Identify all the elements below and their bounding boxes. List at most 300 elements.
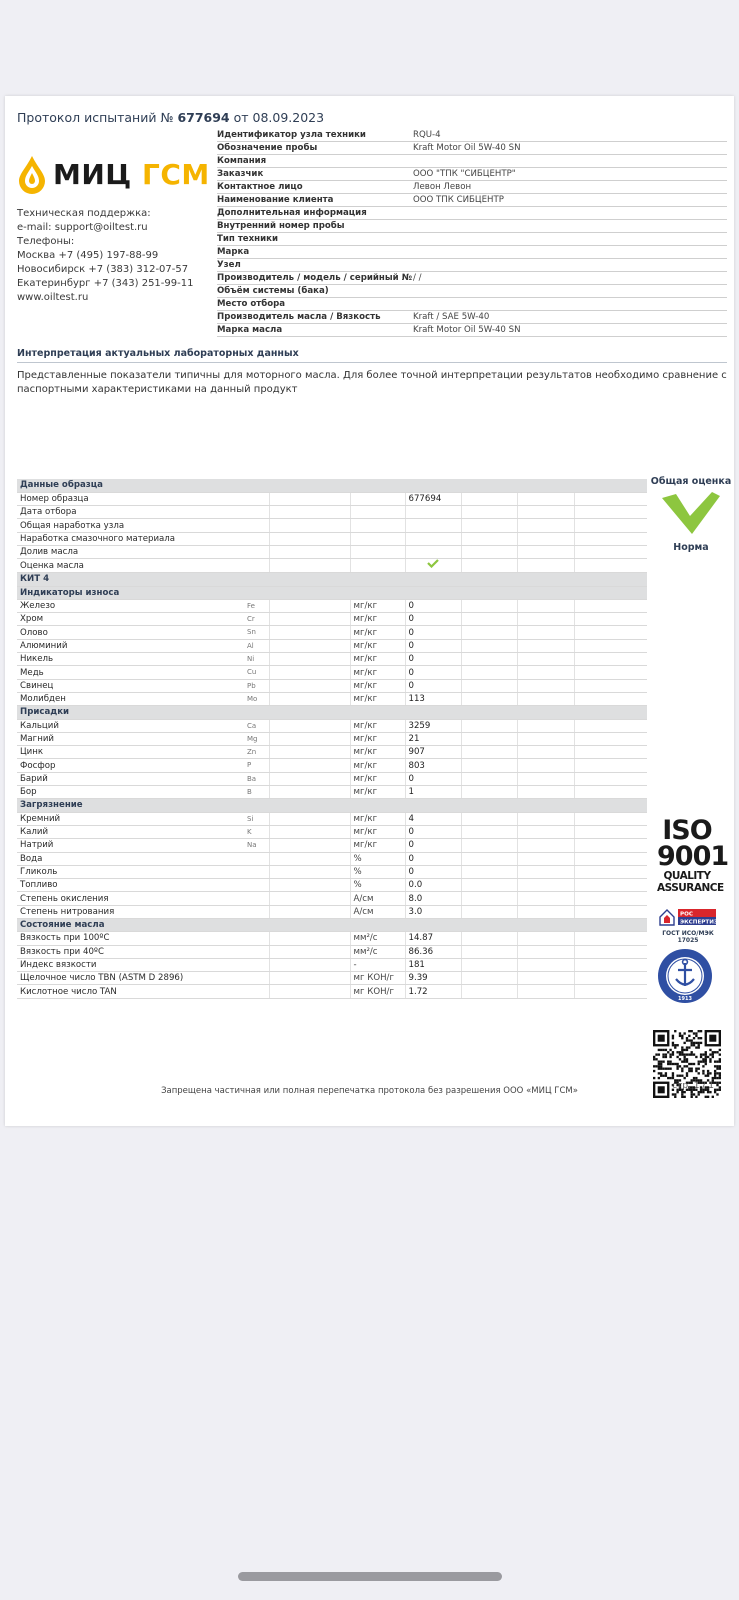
sample-info-table [217, 129, 727, 337]
table-row [17, 639, 647, 652]
parameter-name [17, 825, 269, 838]
value-cell: 3259 [405, 719, 461, 732]
empty-cell [461, 932, 517, 945]
value-cell: 0 [405, 679, 461, 692]
empty-cell [461, 545, 517, 558]
parameter-label: Бор [20, 787, 37, 798]
info-key: Тип техники [217, 234, 278, 244]
unit-cell: мг/кг [350, 613, 405, 626]
empty-cell [517, 879, 574, 892]
value-cell: 21 [405, 732, 461, 745]
info-key: Марка [217, 247, 250, 257]
unit-cell: % [350, 879, 405, 892]
empty-cell [517, 626, 574, 639]
empty-cell [574, 905, 647, 918]
empty-cell [269, 679, 350, 692]
empty-cell [269, 958, 350, 971]
value-cell: 4 [405, 812, 461, 825]
info-row [217, 285, 727, 298]
table-row [17, 786, 647, 799]
empty-cell [269, 626, 350, 639]
info-row [217, 168, 727, 181]
iso-quality: QUALITY [663, 870, 711, 882]
interpretation-section [17, 348, 727, 397]
empty-cell [269, 905, 350, 918]
info-key: Заказчик [217, 169, 264, 179]
element-symbol: Zn [247, 748, 257, 757]
unit-cell: мг КОН/г [350, 972, 405, 985]
section-oil-condition [17, 919, 647, 932]
parameter-name: Общая наработка узла [17, 519, 269, 532]
info-value [413, 220, 727, 232]
empty-cell [517, 892, 574, 905]
empty-cell [461, 786, 517, 799]
unit-cell: мг/кг [350, 666, 405, 679]
parameter-name: Дата отбора [17, 506, 269, 519]
empty-cell [269, 759, 350, 772]
empty-cell [574, 772, 647, 785]
info-row [217, 207, 727, 220]
website-link[interactable]: www.oiltest.ru [17, 292, 89, 303]
parameter-name [17, 626, 269, 639]
section-title: Индикаторы износа [17, 586, 647, 599]
parameter-name [17, 865, 269, 878]
iso-code: 9001 [657, 841, 729, 872]
empty-cell [461, 839, 517, 852]
value-cell [405, 545, 461, 558]
parameter-name: Наработка смазочного материала [17, 532, 269, 545]
element-symbol: Pb [247, 681, 256, 690]
parameter-label: Степень нитрования [20, 906, 115, 917]
empty-cell [461, 852, 517, 865]
table-row [17, 985, 647, 998]
info-key: Производитель масла / Вязкость [217, 312, 381, 322]
empty-cell [574, 972, 647, 985]
element-symbol: Ba [247, 774, 257, 783]
value-cell: 0 [405, 839, 461, 852]
unit-cell: мг/кг [350, 825, 405, 838]
info-key: Идентификатор узла техники [217, 130, 366, 140]
info-row [217, 194, 727, 207]
section-contamination [17, 799, 647, 812]
parameter-name [17, 812, 269, 825]
info-value [413, 246, 727, 258]
empty-cell [574, 985, 647, 998]
empty-cell [574, 812, 647, 825]
empty-cell [269, 786, 350, 799]
value-cell: 0 [405, 772, 461, 785]
parameter-label: Никель [20, 654, 54, 665]
empty-cell [574, 786, 647, 799]
empty-cell [517, 825, 574, 838]
section-title: Присадки [17, 706, 647, 719]
gost-number: 17025 [677, 937, 699, 944]
empty-cell [574, 958, 647, 971]
empty-cell [574, 839, 647, 852]
empty-cell [269, 932, 350, 945]
info-row [217, 155, 727, 168]
empty-cell [350, 559, 405, 573]
empty-cell [269, 532, 350, 545]
value-cell: 0 [405, 639, 461, 652]
parameter-name [17, 932, 269, 945]
unit-cell: мг/кг [350, 786, 405, 799]
empty-cell [269, 692, 350, 705]
value-cell [405, 532, 461, 545]
info-row [217, 129, 727, 142]
empty-cell [574, 559, 647, 573]
empty-cell [574, 639, 647, 652]
protocol-title [17, 110, 324, 125]
empty-cell [574, 532, 647, 545]
check-icon [427, 559, 439, 568]
empty-cell [517, 812, 574, 825]
info-row [217, 272, 727, 285]
parameter-name [17, 679, 269, 692]
info-row [217, 259, 727, 272]
empty-cell [517, 985, 574, 998]
value-cell: 0 [405, 666, 461, 679]
table-row [17, 958, 647, 971]
empty-cell [461, 812, 517, 825]
element-symbol: Cu [247, 668, 257, 677]
empty-cell [269, 746, 350, 759]
empty-cell [461, 653, 517, 666]
gost-text: ГОСТ ИСО/МЭК [662, 930, 714, 937]
interpretation-text: Представленные показатели типичны для моторного масла. Для более точной интерпретации результатов необходимо сравнение с паспортными характеристиками на данный продукт [17, 370, 727, 395]
element-symbol: Sn [247, 628, 256, 637]
empty-cell [269, 506, 350, 519]
info-key: Место отбора [217, 299, 286, 309]
parameter-label: Хром [20, 614, 44, 625]
parameter-name [17, 653, 269, 666]
info-value [413, 298, 727, 310]
value-cell: 113 [405, 692, 461, 705]
value-cell: 9.39 [405, 972, 461, 985]
parameter-label: Кальций [20, 720, 59, 731]
empty-cell [517, 545, 574, 558]
element-symbol: Ca [247, 721, 257, 730]
value-cell: 907 [405, 746, 461, 759]
empty-cell [517, 958, 574, 971]
value-cell: 0 [405, 653, 461, 666]
iso-assurance: ASSURANCE [657, 882, 724, 894]
empty-cell [574, 666, 647, 679]
empty-cell [269, 812, 350, 825]
empty-cell [350, 532, 405, 545]
empty-cell [269, 879, 350, 892]
parameter-label: Олово [20, 627, 48, 638]
empty-cell [574, 613, 647, 626]
parameter-name [17, 746, 269, 759]
home-indicator[interactable] [238, 1572, 502, 1581]
element-symbol: Na [247, 841, 257, 850]
empty-cell [517, 653, 574, 666]
element-symbol: Mg [247, 734, 258, 743]
parameter-name [17, 786, 269, 799]
table-row [17, 879, 647, 892]
section-kit [17, 573, 647, 586]
empty-cell [574, 626, 647, 639]
empty-cell [269, 559, 350, 573]
parameter-name: Оценка масла [17, 559, 269, 573]
empty-cell [517, 932, 574, 945]
info-value: ООО ТПК СИБЦЕНТР [413, 195, 504, 205]
empty-cell [517, 746, 574, 759]
title-prefix: Протокол испытаний № [17, 110, 174, 125]
unit-cell: - [350, 958, 405, 971]
empty-cell [517, 945, 574, 958]
svg-text:1913: 1913 [678, 996, 692, 1002]
table-row [17, 545, 647, 558]
table-row [17, 932, 647, 945]
empty-cell [269, 852, 350, 865]
empty-cell [269, 892, 350, 905]
table-row [17, 825, 647, 838]
table-row [17, 559, 647, 573]
empty-cell [350, 492, 405, 505]
info-key: Наименование клиента [217, 195, 334, 205]
info-row [217, 142, 727, 155]
table-row [17, 532, 647, 545]
overall-status: Норма [673, 542, 709, 553]
parameter-name [17, 613, 269, 626]
info-row [217, 311, 727, 324]
empty-cell [461, 519, 517, 532]
table-row [17, 892, 647, 905]
table-row [17, 666, 647, 679]
empty-cell [517, 532, 574, 545]
phone-moscow: Москва +7 (495) 197-88-99 [17, 250, 159, 261]
overall-assessment [648, 476, 734, 553]
unit-cell: мм²/с [350, 945, 405, 958]
empty-cell [517, 852, 574, 865]
empty-cell [574, 852, 647, 865]
protocol-number: 677694 [177, 110, 230, 125]
logo-wordmark [53, 158, 210, 191]
unit-cell: % [350, 852, 405, 865]
check-mark-icon [660, 490, 722, 536]
empty-cell [517, 666, 574, 679]
unit-cell: А/см [350, 892, 405, 905]
info-value [413, 155, 727, 167]
info-value: Левон Левон [413, 182, 472, 192]
unit-cell: А/см [350, 905, 405, 918]
empty-cell [517, 772, 574, 785]
empty-cell [269, 719, 350, 732]
parameter-name [17, 958, 269, 971]
empty-cell [269, 732, 350, 745]
empty-cell [517, 613, 574, 626]
empty-cell [517, 639, 574, 652]
info-value: RQU-4 [413, 130, 441, 140]
parameter-label: Железо [20, 601, 56, 612]
table-row [17, 852, 647, 865]
parameter-label: Барий [20, 773, 48, 784]
unit-cell: мг/кг [350, 626, 405, 639]
empty-cell [517, 839, 574, 852]
info-value: Kraft Motor Oil 5W-40 SN [413, 143, 521, 153]
value-cell: 803 [405, 759, 461, 772]
empty-cell [517, 972, 574, 985]
parameter-label: Калий [20, 827, 49, 838]
empty-cell [461, 506, 517, 519]
table-row [17, 599, 647, 612]
parameter-name [17, 639, 269, 652]
parameter-name: Номер образца [17, 492, 269, 505]
info-value: ООО "ТПК "СИБЦЕНТР" [413, 169, 516, 179]
empty-cell [574, 732, 647, 745]
empty-cell [350, 519, 405, 532]
info-value [413, 207, 727, 219]
empty-cell [461, 559, 517, 573]
empty-cell [517, 599, 574, 612]
section-title: КИТ 4 [17, 573, 647, 586]
parameter-label: Щелочное число TBN (ASTM D 2896) [20, 973, 184, 984]
parameter-name [17, 972, 269, 985]
empty-cell [517, 492, 574, 505]
value-cell: 1.72 [405, 985, 461, 998]
element-symbol: Fe [247, 601, 255, 610]
unit-cell: мм²/с [350, 932, 405, 945]
info-key: Производитель / модель / серийный № [217, 273, 412, 283]
svg-text:ЭКСПЕРТИЗА: ЭКСПЕРТИЗА [680, 919, 718, 926]
company-logo [17, 154, 210, 194]
parameter-name: Долив масла [17, 545, 269, 558]
parameter-name [17, 759, 269, 772]
table-row [17, 772, 647, 785]
table-row [17, 812, 647, 825]
table-row [17, 519, 647, 532]
empty-cell [574, 692, 647, 705]
empty-cell [517, 732, 574, 745]
empty-cell [461, 719, 517, 732]
parameter-label: Фосфор [20, 760, 56, 771]
empty-cell [269, 666, 350, 679]
value-cell: 181 [405, 958, 461, 971]
empty-cell [350, 545, 405, 558]
table-row [17, 746, 647, 759]
element-symbol: B [247, 788, 252, 797]
section-title: Данные образца [17, 479, 647, 492]
parameter-label: Вязкость при 100ºС [20, 933, 110, 944]
parameter-label: Цинк [20, 747, 44, 758]
title-date: от 08.09.2023 [233, 110, 325, 125]
phone-novosibirsk: Новосибирск +7 (383) 312-07-57 [17, 264, 189, 275]
info-key: Дополнительная информация [217, 208, 367, 218]
info-key: Компания [217, 156, 267, 166]
value-cell: 1 [405, 786, 461, 799]
info-key: Объём системы (бака) [217, 286, 329, 296]
value-cell: 3.0 [405, 905, 461, 918]
empty-cell [574, 492, 647, 505]
unit-cell: мг/кг [350, 679, 405, 692]
results-table [17, 479, 647, 999]
info-value [413, 233, 727, 245]
unit-cell: мг/кг [350, 759, 405, 772]
info-value: Kraft / SAE 5W-40 [413, 312, 490, 322]
parameter-name [17, 719, 269, 732]
empty-cell [269, 519, 350, 532]
empty-cell [461, 985, 517, 998]
empty-cell [461, 692, 517, 705]
parameter-name [17, 905, 269, 918]
empty-cell [461, 972, 517, 985]
empty-cell [461, 879, 517, 892]
empty-cell [461, 759, 517, 772]
empty-cell [350, 506, 405, 519]
empty-cell [517, 905, 574, 918]
empty-cell [269, 985, 350, 998]
parameter-label: Кислотное число TAN [20, 986, 117, 997]
empty-cell [574, 719, 647, 732]
unit-cell: мг КОН/г [350, 985, 405, 998]
empty-cell [574, 599, 647, 612]
value-cell [405, 506, 461, 519]
empty-cell [574, 879, 647, 892]
empty-cell [461, 825, 517, 838]
table-row [17, 865, 647, 878]
empty-cell [269, 772, 350, 785]
parameter-name [17, 892, 269, 905]
empty-cell [269, 839, 350, 852]
table-row [17, 613, 647, 626]
table-row [17, 692, 647, 705]
iso-9001-logo [657, 815, 729, 894]
value-cell: 0 [405, 825, 461, 838]
overall-label: Общая оценка [650, 476, 732, 487]
unit-cell: мг/кг [350, 639, 405, 652]
empty-cell [517, 719, 574, 732]
parameter-name [17, 692, 269, 705]
info-row [217, 246, 727, 259]
empty-cell [461, 746, 517, 759]
accreditation-badge-icon [658, 908, 718, 926]
element-symbol: Si [247, 814, 254, 823]
empty-cell [461, 892, 517, 905]
unit-cell: мг/кг [350, 812, 405, 825]
value-cell: 8.0 [405, 892, 461, 905]
table-row [17, 719, 647, 732]
parameter-label: Свинец [20, 680, 54, 691]
element-symbol: K [247, 827, 252, 836]
empty-cell [574, 653, 647, 666]
empty-cell [269, 945, 350, 958]
empty-cell [461, 865, 517, 878]
empty-cell [461, 732, 517, 745]
footer-disclaimer: Запрещена частичная или полная перепечатка протокола без разрешения ООО «МИЦ ГСМ» [161, 1086, 578, 1096]
unit-cell: мг/кг [350, 653, 405, 666]
parameter-name [17, 879, 269, 892]
info-key: Марка масла [217, 325, 283, 335]
parameter-label: Топливо [20, 880, 58, 891]
phones-label: Телефоны: [17, 236, 75, 247]
empty-cell [269, 653, 350, 666]
value-cell: 0 [405, 599, 461, 612]
phone-ekaterinburg: Екатеринбург +7 (343) 251-99-11 [17, 278, 194, 289]
page-number: стр. 1 / 1 [672, 1081, 714, 1091]
value-cell: 677694 [405, 492, 461, 505]
empty-cell [269, 492, 350, 505]
logo-text-accent: ГСМ [142, 157, 210, 191]
value-cell: 14.87 [405, 932, 461, 945]
value-cell: 86.36 [405, 945, 461, 958]
value-cell: 0 [405, 865, 461, 878]
empty-cell [461, 626, 517, 639]
section-additives [17, 706, 647, 719]
info-row [217, 181, 727, 194]
empty-cell [269, 825, 350, 838]
